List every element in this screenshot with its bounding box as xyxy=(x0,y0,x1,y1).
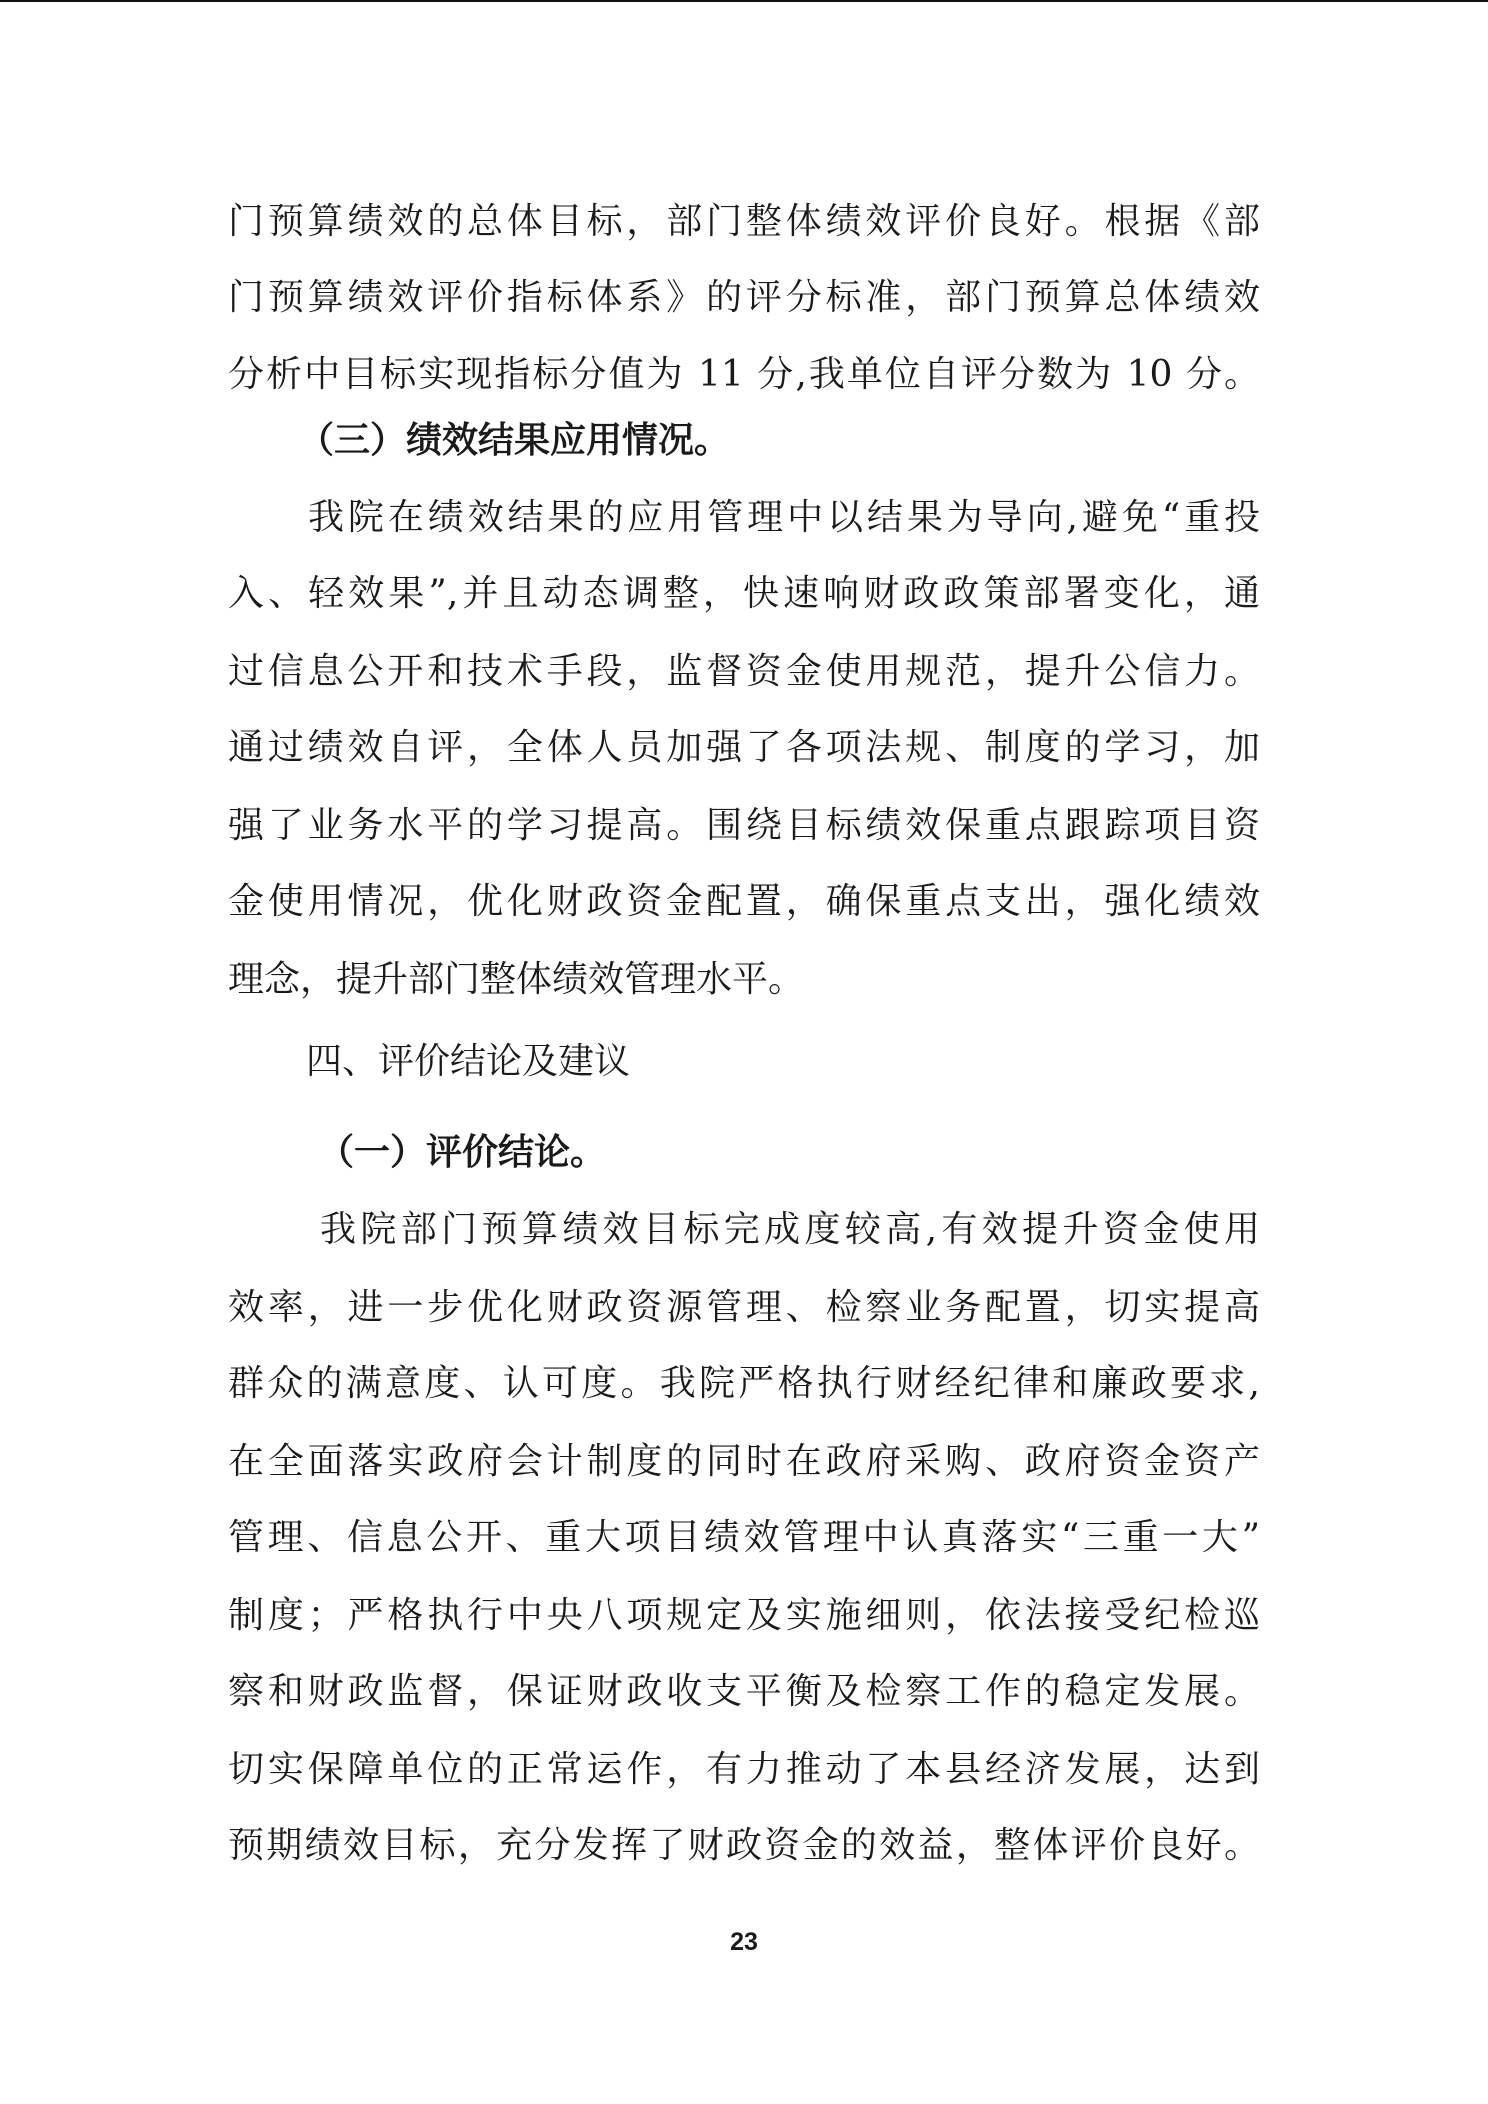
paragraph-3-line-7: 察和财政监督，保证财政收支平衡及检察工作的稳定发展。 xyxy=(228,1671,1260,1712)
page-number: 23 xyxy=(730,1928,758,1956)
paragraph-3-line-2: 效率，进一步优化财政资源管理、检察业务配置，切实提高 xyxy=(228,1287,1260,1328)
paragraph-2-line-6: 金使用情况，优化财政资金配置，确保重点支出，强化绩效 xyxy=(228,881,1260,922)
paragraph-2-line-3: 过信息公开和技术手段，监督资金使用规范，提升公信力。 xyxy=(228,651,1260,692)
paragraph-1-line-3: 分析中目标实现指标分值为 11 分,我单位自评分数为 10 分。 xyxy=(228,354,1260,395)
paragraph-3-line-8: 切实保障单位的正常运作，有力推动了本县经济发展，达到 xyxy=(228,1749,1260,1790)
paragraph-2-line-5: 强了业务水平的学习提高。围绕目标绩效保重点跟踪项目资 xyxy=(228,805,1260,846)
paragraph-2-line-2: 入、轻效果”,并且动态调整，快速响财政政策部署变化，通 xyxy=(228,573,1260,614)
paragraph-1-line-1: 门预算绩效的总体目标，部门整体绩效评价良好。根据《部 xyxy=(228,201,1260,242)
paragraph-3-line-3: 群众的满意度、认可度。我院严格执行财经纪律和廉政要求, xyxy=(228,1363,1260,1404)
paragraph-3-line-4: 在全面落实政府会计制度的同时在政府采购、政府资金资产 xyxy=(228,1441,1260,1482)
paragraph-2-line-4: 通过绩效自评，全体人员加强了各项法规、制度的学习，加 xyxy=(228,727,1260,768)
paragraph-3-line-9: 预期绩效目标，充分发挥了财政资金的效益，整体评价良好。 xyxy=(228,1825,1260,1866)
paragraph-3-line-5: 管理、信息公开、重大项目绩效管理中认真落实“三重一大” xyxy=(228,1517,1260,1558)
paragraph-2-line-7: 理念，提升部门整体绩效管理水平。 xyxy=(228,959,805,1000)
paragraph-3-line-6: 制度；严格执行中央八项规定及实施细则，依法接受纪检巡 xyxy=(228,1595,1260,1636)
subheading-performance-results-application: （三）绩效结果应用情况。 xyxy=(298,419,731,461)
paragraph-2-line-1: 我院在绩效结果的应用管理中以结果为导向,避免“重投 xyxy=(308,497,1260,538)
paragraph-1-line-2: 门预算绩效评价指标体系》的评分标准，部门预算总体绩效 xyxy=(228,277,1260,318)
subheading-evaluation-conclusion: （一）评价结论。 xyxy=(318,1131,607,1173)
paragraph-3-line-1: 我院部门预算绩效目标完成度较高,有效提升资金使用 xyxy=(320,1209,1260,1250)
section-heading-conclusions: 四、评价结论及建议 xyxy=(306,1041,631,1082)
